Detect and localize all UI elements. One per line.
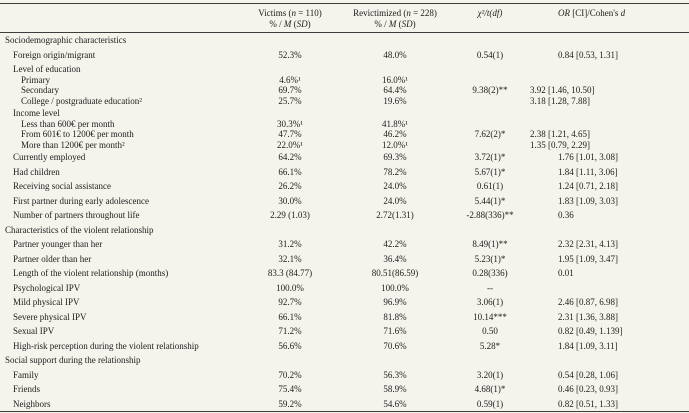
victims-value: 47.7% xyxy=(278,129,302,139)
or-cohens-d-value: 0.82 [0.49, 1.139] xyxy=(558,326,623,336)
row-label: Number of partners throughout life xyxy=(13,210,140,220)
revictimized-value xyxy=(340,106,450,119)
chi-t-value xyxy=(450,106,530,119)
victims-value xyxy=(240,223,340,238)
chi-t-value: 9.38(2)** xyxy=(472,85,508,95)
or-cohens-d-value: 1.83 [1.09, 3.03] xyxy=(558,195,618,206)
chi-t-value: 3.20(1) xyxy=(476,369,504,380)
victims-value: 83.3 (84.77) xyxy=(267,268,313,278)
victims-value: 31.2% xyxy=(278,239,302,249)
row-label: Neighbors xyxy=(13,398,51,409)
chi-t-value: 0.28(336) xyxy=(472,268,508,278)
revictimized-value: 54.6% xyxy=(383,398,407,409)
revictimized-value: 24.0% xyxy=(383,181,407,191)
table-header xyxy=(0,4,689,33)
or-cohens-d-value xyxy=(530,106,689,119)
chi-t-value xyxy=(450,62,530,75)
section-row xyxy=(0,33,689,48)
victims-value xyxy=(240,106,340,119)
row-label: Sexual IPV xyxy=(13,326,55,336)
row-label: First partner during early adolescence xyxy=(13,195,149,206)
row-label: Partner younger than her xyxy=(13,239,103,249)
table-row xyxy=(0,119,689,130)
row-label: Partner older than her xyxy=(13,253,92,264)
row-label: Secondary xyxy=(21,85,59,95)
revictimized-value: 71.6% xyxy=(383,326,407,336)
victims-value: 30.0% xyxy=(278,195,302,206)
chi-t-value: -- xyxy=(487,282,493,293)
chi-t-value: 5.44(1)* xyxy=(474,195,506,206)
table-row xyxy=(0,266,689,281)
revictimized-value: 19.6% xyxy=(383,95,407,106)
section-row xyxy=(0,353,689,368)
victims-value: 75.4% xyxy=(278,384,302,394)
chi-t-value: -2.88(336)** xyxy=(466,210,514,220)
table-row xyxy=(0,194,689,209)
victims-value: 66.1% xyxy=(278,166,302,177)
or-cohens-d-value: 2.32 [2.31, 4.13] xyxy=(558,239,618,249)
victims-value xyxy=(240,33,340,48)
revictimized-value: 36.4% xyxy=(383,253,407,264)
row-label: Length of the violent relationship (months) xyxy=(13,268,169,278)
chi-t-value xyxy=(450,353,530,368)
chi-t-value xyxy=(450,75,530,86)
table-row xyxy=(0,324,689,339)
or-cohens-d-value: 2.46 [0.87, 6.98] xyxy=(558,297,618,307)
or-cohens-d-value: 0.84 [0.53, 1.31] xyxy=(558,49,618,60)
or-cohens-d-value: 1.35 [0.79, 2.29] xyxy=(530,139,590,150)
table-row xyxy=(0,368,689,383)
section-row xyxy=(0,223,689,238)
or-cohens-d-value: 0.54 [0.28, 1.06] xyxy=(558,369,618,380)
row-label: Had children xyxy=(13,166,60,177)
revictimized-value: 58.9% xyxy=(383,384,407,394)
table-row xyxy=(0,237,689,252)
chi-t-value xyxy=(450,223,530,238)
row-label: Friends xyxy=(13,384,40,394)
column-header-victims xyxy=(240,4,340,33)
chi-t-value xyxy=(450,33,530,48)
victims-value: 70.2% xyxy=(278,369,302,380)
victims-value: 22.0%¹ xyxy=(277,139,303,150)
victims-value: 2.29 (1.03) xyxy=(270,210,310,220)
victims-value: 26.2% xyxy=(278,181,302,191)
table-row xyxy=(0,150,689,165)
row-label: Psychological IPV xyxy=(13,282,81,293)
table-row xyxy=(0,397,689,412)
row-label: Foreign origin/migrant xyxy=(13,49,96,60)
victims-value xyxy=(240,353,340,368)
row-label: Primary xyxy=(21,74,50,85)
revictimized-value: 70.6% xyxy=(383,340,407,351)
row-label: More than 1200€ per month² xyxy=(21,139,125,150)
revictimized-value: 41.8%¹ xyxy=(382,118,408,129)
table-body xyxy=(0,33,689,412)
or-cohens-d-value: 3.92 [1.46, 10.50] xyxy=(530,85,595,95)
chi-t-value: 5.28* xyxy=(479,340,501,351)
revictimized-value: 42.2% xyxy=(383,239,407,249)
row-label: Social support during the relationship xyxy=(5,355,141,365)
or-cohens-d-value: 3.18 [1.28, 7.88] xyxy=(530,95,590,106)
table-row xyxy=(0,129,689,140)
revictimized-header-line1: Revictimized (n = 228) xyxy=(353,8,437,18)
victims-value: 69.7% xyxy=(278,85,302,95)
revictimized-value: 56.3% xyxy=(383,369,407,380)
table-row xyxy=(0,208,689,223)
or-cohens-d-value xyxy=(530,281,689,296)
chi-t-value xyxy=(450,140,530,151)
revictimized-value: 78.2% xyxy=(383,166,407,177)
row-label: Mild physical IPV xyxy=(13,297,80,307)
or-cohens-d-value xyxy=(530,33,689,48)
chi-t-value: 3.06(1) xyxy=(476,297,504,307)
row-label: College / postgraduate education² xyxy=(21,95,142,106)
table-row xyxy=(0,106,689,119)
revictimized-value xyxy=(340,353,450,368)
row-label: High-risk perception during the violent relationship xyxy=(13,340,199,351)
victims-header-line2: % / M (SD) xyxy=(269,18,311,29)
or-cohens-d-value: 2.38 [1.21, 4.65] xyxy=(530,129,590,139)
chi-t-value: 0.54(1) xyxy=(476,49,504,60)
revictimized-value: 81.8% xyxy=(383,311,407,322)
chi-t-value: 3.72(1)* xyxy=(474,152,506,162)
table-row xyxy=(0,165,689,180)
revictimized-header-line2: % / M (SD) xyxy=(374,18,416,29)
revictimized-value: 69.3% xyxy=(383,152,407,162)
or-cohens-d-value: 0.01 xyxy=(558,268,574,278)
chi-t-value: 8.49(1)** xyxy=(472,239,508,249)
or-cohens-d-value: 2.31 [1.36, 3.88] xyxy=(558,311,618,322)
victims-value xyxy=(240,62,340,75)
victims-value: 56.6% xyxy=(278,340,302,351)
table-row xyxy=(0,75,689,86)
chi-t-value: 10.14*** xyxy=(473,311,507,322)
revictimized-value: 24.0% xyxy=(383,195,407,206)
revictimized-value: 96.9% xyxy=(383,297,407,307)
column-header-chi-t: χ²/t(df) xyxy=(450,4,530,33)
or-cohens-d-value xyxy=(530,353,689,368)
victims-value: 52.3% xyxy=(278,49,302,60)
or-cohens-d-value xyxy=(530,223,689,238)
row-label: Sociodemographic characteristics xyxy=(5,35,127,45)
table-row xyxy=(0,339,689,354)
table-row xyxy=(0,252,689,267)
victims-value: 66.1% xyxy=(278,311,302,322)
victims-value: 64.2% xyxy=(278,152,302,162)
chi-t-value: 0.59(1) xyxy=(476,398,504,409)
table-row xyxy=(0,281,689,296)
table-row xyxy=(0,295,689,310)
table-row xyxy=(0,382,689,397)
row-label: From 601€ to 1200€ per month xyxy=(21,129,134,139)
chi-t-value xyxy=(450,96,530,107)
or-cohens-d-value: 1.84 [1.11, 3.06] xyxy=(558,166,618,177)
or-cohens-d-value: 0.36 xyxy=(558,210,574,220)
victims-value: 25.7% xyxy=(278,95,302,106)
or-cohens-d-value: 1.24 [0.71, 2.18] xyxy=(558,181,618,191)
victims-value: 30.3%¹ xyxy=(277,118,303,129)
table-row xyxy=(0,96,689,107)
chi-t-value: 5.23(1)* xyxy=(474,253,506,264)
revictimized-value: 46.2% xyxy=(383,129,407,139)
victims-value: 4.6%¹ xyxy=(279,74,301,85)
chi-t-value: 5.67(1)* xyxy=(474,166,506,177)
chi-t-value: 7.62(2)* xyxy=(474,129,506,139)
revictimized-value xyxy=(340,33,450,48)
revictimized-value: 64.4% xyxy=(383,85,407,95)
victims-value: 71.2% xyxy=(278,326,302,336)
or-cohens-d-value xyxy=(530,119,689,130)
row-label: Less than 600€ per month xyxy=(21,118,115,129)
row-label: Family xyxy=(13,369,39,380)
or-cohens-d-value: 0.82 [0.51, 1.33] xyxy=(558,398,618,409)
revictimized-value: 12.0%¹ xyxy=(382,139,408,150)
or-cohens-d-value: 1.84 [1.09, 3.11] xyxy=(558,340,618,351)
table-row xyxy=(0,310,689,325)
row-label: Receiving social assistance xyxy=(13,181,111,191)
row-label: Characteristics of the violent relationship xyxy=(5,224,154,235)
chi-t-value: 0.50 xyxy=(482,326,498,336)
or-cohens-d-value xyxy=(530,62,689,75)
chi-t-value: 0.61(1) xyxy=(476,181,504,191)
revictimized-value: 80.51(86.59) xyxy=(371,268,419,278)
column-header-revictimized xyxy=(340,4,450,33)
victims-value: 92.7% xyxy=(278,297,302,307)
chi-t-value xyxy=(450,119,530,130)
victims-value: 59.2% xyxy=(278,398,302,409)
or-cohens-d-value: 1.95 [1.09, 3.47] xyxy=(558,253,618,264)
table-row xyxy=(0,179,689,194)
or-cohens-d-value: 1.76 [1.01, 3.08] xyxy=(558,152,618,162)
revictimized-value: 48.0% xyxy=(383,49,407,60)
victims-value: 32.1% xyxy=(278,253,302,264)
revictimized-value: 16.0%¹ xyxy=(382,74,408,85)
comparison-table xyxy=(0,3,689,412)
column-header-or-cohens-d: OR [CI]/Cohen's d xyxy=(530,4,689,33)
revictimized-value xyxy=(340,62,450,75)
victims-value: 100.0% xyxy=(276,282,304,293)
row-label: Income level xyxy=(13,108,60,118)
table-row xyxy=(0,62,689,75)
revictimized-value: 100.0% xyxy=(381,282,409,293)
row-label: Currently employed xyxy=(13,152,86,162)
table-row xyxy=(0,140,689,151)
empty-header-cell xyxy=(0,4,240,33)
chi-t-value: 4.68(1)* xyxy=(474,384,506,394)
revictimized-value xyxy=(340,223,450,238)
row-label: Severe physical IPV xyxy=(13,311,87,322)
row-label: Level of education xyxy=(13,64,81,74)
table-row xyxy=(0,85,689,96)
victims-header-line1: Victims (n = 110) xyxy=(258,8,322,18)
or-cohens-d-value: 0.46 [0.23, 0.93] xyxy=(558,384,618,394)
revictimized-value: 2.72(1.31) xyxy=(376,210,414,220)
or-cohens-d-value xyxy=(530,75,689,86)
table-row xyxy=(0,48,689,63)
